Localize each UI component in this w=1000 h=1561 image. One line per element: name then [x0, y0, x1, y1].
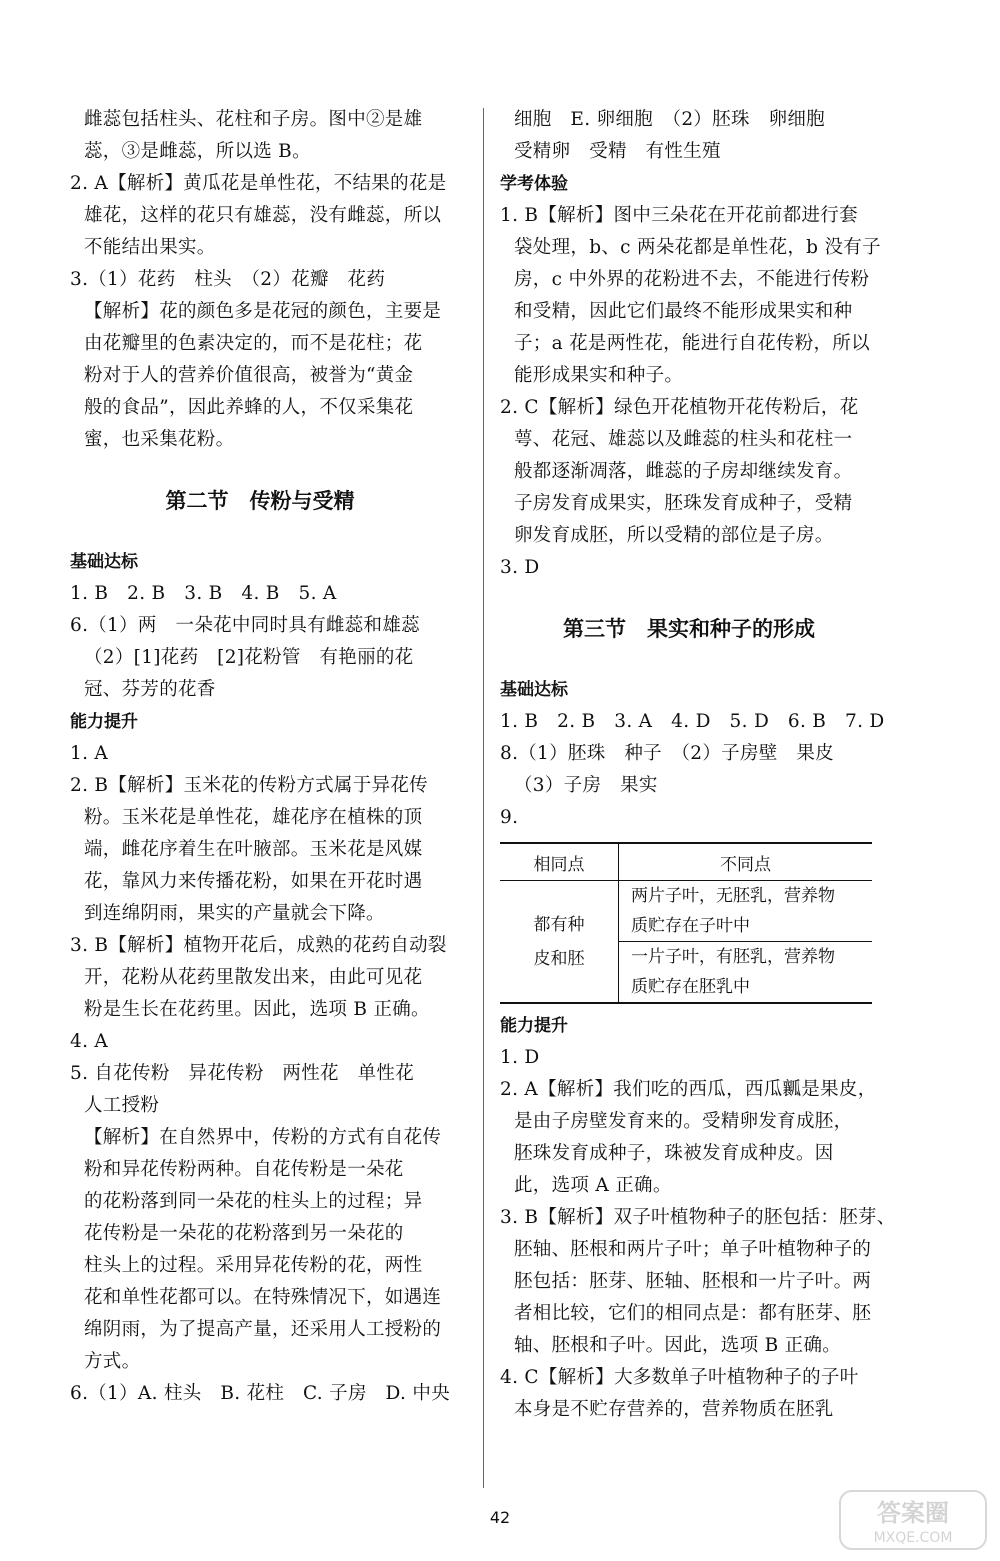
text-line: 冠、芬芳的花香: [84, 679, 216, 700]
text-line: 此，选项 A 正确。: [514, 1175, 672, 1196]
text-line: 袋处理，b、c 两朵花都是单性花，b 没有子: [514, 237, 881, 258]
text-line: 子；a 花是两性花，能进行自花传粉，所以: [514, 333, 870, 354]
table-header-diff: 不同点: [619, 843, 873, 881]
text-line: 1. B 2. B 3. A 4. D 5. D 6. B 7. D: [500, 711, 885, 732]
text-line: 人工授粉: [84, 1095, 160, 1116]
text-line: 般的食品”，因此养蜂的人，不仅采集花: [84, 397, 414, 418]
text-line: 1. B 2. B 3. B 4. B 5. A: [70, 583, 337, 604]
text-line: 5. 自花传粉 异花传粉 两性花 单性花: [70, 1063, 415, 1084]
text-line: 绵阴雨，为了提高产量，还采用人工授粉的: [84, 1319, 442, 1340]
table-cell-text: 皮和胚: [533, 948, 585, 969]
text-line: 的花粉落到同一朵花的柱头上的过程；异: [84, 1191, 423, 1212]
watermark-text: 答案圈: [877, 1499, 949, 1527]
table-cell-same: [500, 881, 619, 1004]
text-line: 粉。玉米花是单性花，雄花序在植株的顶: [84, 807, 423, 828]
table-cell-text: 两片子叶，无胚乳，营养物: [631, 886, 835, 906]
text-line: 粉和异花传粉两种。自花传粉是一朵花: [84, 1159, 404, 1180]
text-line: 受精卵 受精 有性生殖: [514, 141, 721, 162]
table-cell-text: 质贮存在子叶中: [631, 916, 750, 936]
exam-heading: 学考体验: [500, 174, 568, 194]
text-line: 1. D: [500, 1047, 540, 1068]
text-line: 6.（1）A. 柱头 B. 花柱 C. 子房 D. 中央: [70, 1383, 450, 1404]
text-line: 蕊，③是雌蕊，所以选 B。: [84, 141, 311, 162]
ability-heading: 能力提升: [70, 712, 138, 732]
text-line: 8.（1）胚珠 种子 （2）子房壁 果皮: [500, 743, 834, 764]
text-line: 萼、花冠、雄蕊以及雌蕊的柱头和花柱一: [514, 429, 853, 450]
text-line: 4. C【解析】大多数单子叶植物种子的子叶: [500, 1367, 859, 1388]
text-line: 能形成果实和种子。: [514, 365, 684, 386]
text-line: 花，靠风力来传播花粉，如果在开花时遇: [84, 871, 423, 892]
text-line: 2. B【解析】玉米花的传粉方式属于异花传: [70, 775, 428, 796]
basic-heading: 基础达标: [500, 680, 568, 700]
watermark-sub: MXQE.COM: [873, 1530, 953, 1546]
page-number: 42: [489, 1508, 511, 1527]
section-title-2: 第二节 传粉与受精: [165, 489, 355, 513]
table-cell-diff: [619, 942, 873, 1004]
ability-heading: 能力提升: [500, 1016, 568, 1036]
text-line: 端，雌花序着生在叶腋部。玉米花是风媒: [84, 839, 423, 860]
text-line: 开，花粉从花药里散发出来，由此可见花: [84, 967, 423, 988]
left-column: [70, 104, 450, 1410]
text-line: 是由子房壁发育来的。受精卵发育成胚，: [514, 1111, 853, 1132]
text-line: 3.（1）花药 柱头 （2）花瓣 花药: [70, 269, 386, 290]
table-cell-text: 一片子叶，有胚乳，营养物: [631, 947, 835, 967]
text-line: 2. A【解析】我们吃的西瓜，西瓜瓤是果皮，: [500, 1079, 877, 1100]
comparison-table: [500, 842, 872, 1004]
text-line: 柱头上的过程。采用异花传粉的花，两性: [84, 1255, 423, 1276]
table-cell-diff: [619, 881, 873, 942]
text-line: 卵发育成胚，所以受精的部位是子房。: [514, 525, 834, 546]
text-line: 3. D: [500, 557, 540, 578]
text-line: 子房发育成果实，胚珠发育成种子，受精: [514, 493, 853, 514]
text-line: 2. C【解析】绿色开花植物开花传粉后，花: [500, 397, 859, 418]
column-divider: [483, 108, 484, 1488]
text-line: 1. B【解析】图中三朵花在开花前都进行套: [500, 205, 858, 226]
text-line: 花和单性花都可以。在特殊情况下，如遇连: [84, 1287, 442, 1308]
text-line: 6.（1）两 一朵花中同时具有雌蕊和雄蕊: [70, 615, 420, 636]
text-line: 2. A【解析】黄瓜花是单性花，不结果的花是: [70, 173, 447, 194]
text-line: 3. B【解析】植物开花后，成熟的花药自动裂: [70, 935, 447, 956]
text-line: 9.: [500, 807, 519, 828]
text-line: 【解析】在自然界中，传粉的方式有自花传: [84, 1127, 442, 1148]
text-line: 方式。: [84, 1351, 141, 1372]
text-line: 到连绵阴雨，果实的产量就会下降。: [84, 903, 385, 924]
text-line: 胚轴、胚根和两片子叶；单子叶植物种子的: [514, 1239, 872, 1260]
text-line: 1. A: [70, 743, 109, 764]
text-line: 轴、胚根和子叶。因此，选项 B 正确。: [514, 1335, 842, 1356]
text-line: 不能结出果实。: [84, 237, 216, 258]
text-line: 3. B【解析】双子叶植物种子的胚包括：胚芽、: [500, 1207, 896, 1228]
text-line: 和受精，因此它们最终不能形成果实和种: [514, 301, 853, 322]
text-line: 花传粉是一朵花的花粉落到另一朵花的: [84, 1223, 404, 1244]
section-title-3: 第三节 果实和种子的形成: [563, 617, 815, 641]
table-cell-text: 质贮存在胚乳中: [631, 977, 750, 997]
table-row: [500, 881, 872, 942]
text-line: 房，c 中外界的花粉进不去，不能进行传粉: [514, 269, 870, 290]
text-line: （2）[1]花药 [2]花粉管 有艳丽的花: [84, 647, 414, 668]
table-header-row: [500, 843, 872, 881]
text-line: 蜜，也采集花粉。: [84, 429, 235, 450]
table-cell-text: 都有种: [533, 914, 585, 935]
text-line: 4. A: [70, 1031, 109, 1052]
text-line: 本身是不贮存营养的，营养物质在胚乳: [514, 1399, 834, 1420]
text-line: 胚珠发育成种子，珠被发育成种皮。因: [514, 1143, 834, 1164]
text-line: 般都逐渐凋落，雌蕊的子房却继续发育。: [514, 461, 853, 482]
text-line: 由花瓣里的色素决定的，而不是花柱；花: [84, 333, 423, 354]
text-line: 者相比较，它们的相同点是：都有胚芽、胚: [514, 1303, 872, 1324]
text-line: 雌蕊包括柱头、花柱和子房。图中②是雄: [84, 109, 423, 130]
watermark-logo: [838, 1489, 988, 1551]
text-line: 粉是生长在花药里。因此，选项 B 正确。: [84, 999, 430, 1020]
right-column: [500, 104, 896, 1426]
table-header-same: 相同点: [500, 843, 619, 881]
text-line: （3）子房 果实: [514, 775, 658, 796]
text-line: 粉对于人的营养价值很高，被誉为“黄金: [84, 365, 414, 386]
basic-heading: 基础达标: [70, 552, 138, 572]
text-line: 细胞 E. 卵细胞 （2）胚珠 卵细胞: [514, 109, 825, 130]
text-line: 雄花，这样的花只有雄蕊，没有雌蕊，所以: [84, 205, 442, 226]
text-line: 胚包括：胚芽、胚轴、胚根和一片子叶。两: [514, 1271, 872, 1292]
text-line: 【解析】花的颜色多是花冠的颜色，主要是: [84, 301, 442, 322]
